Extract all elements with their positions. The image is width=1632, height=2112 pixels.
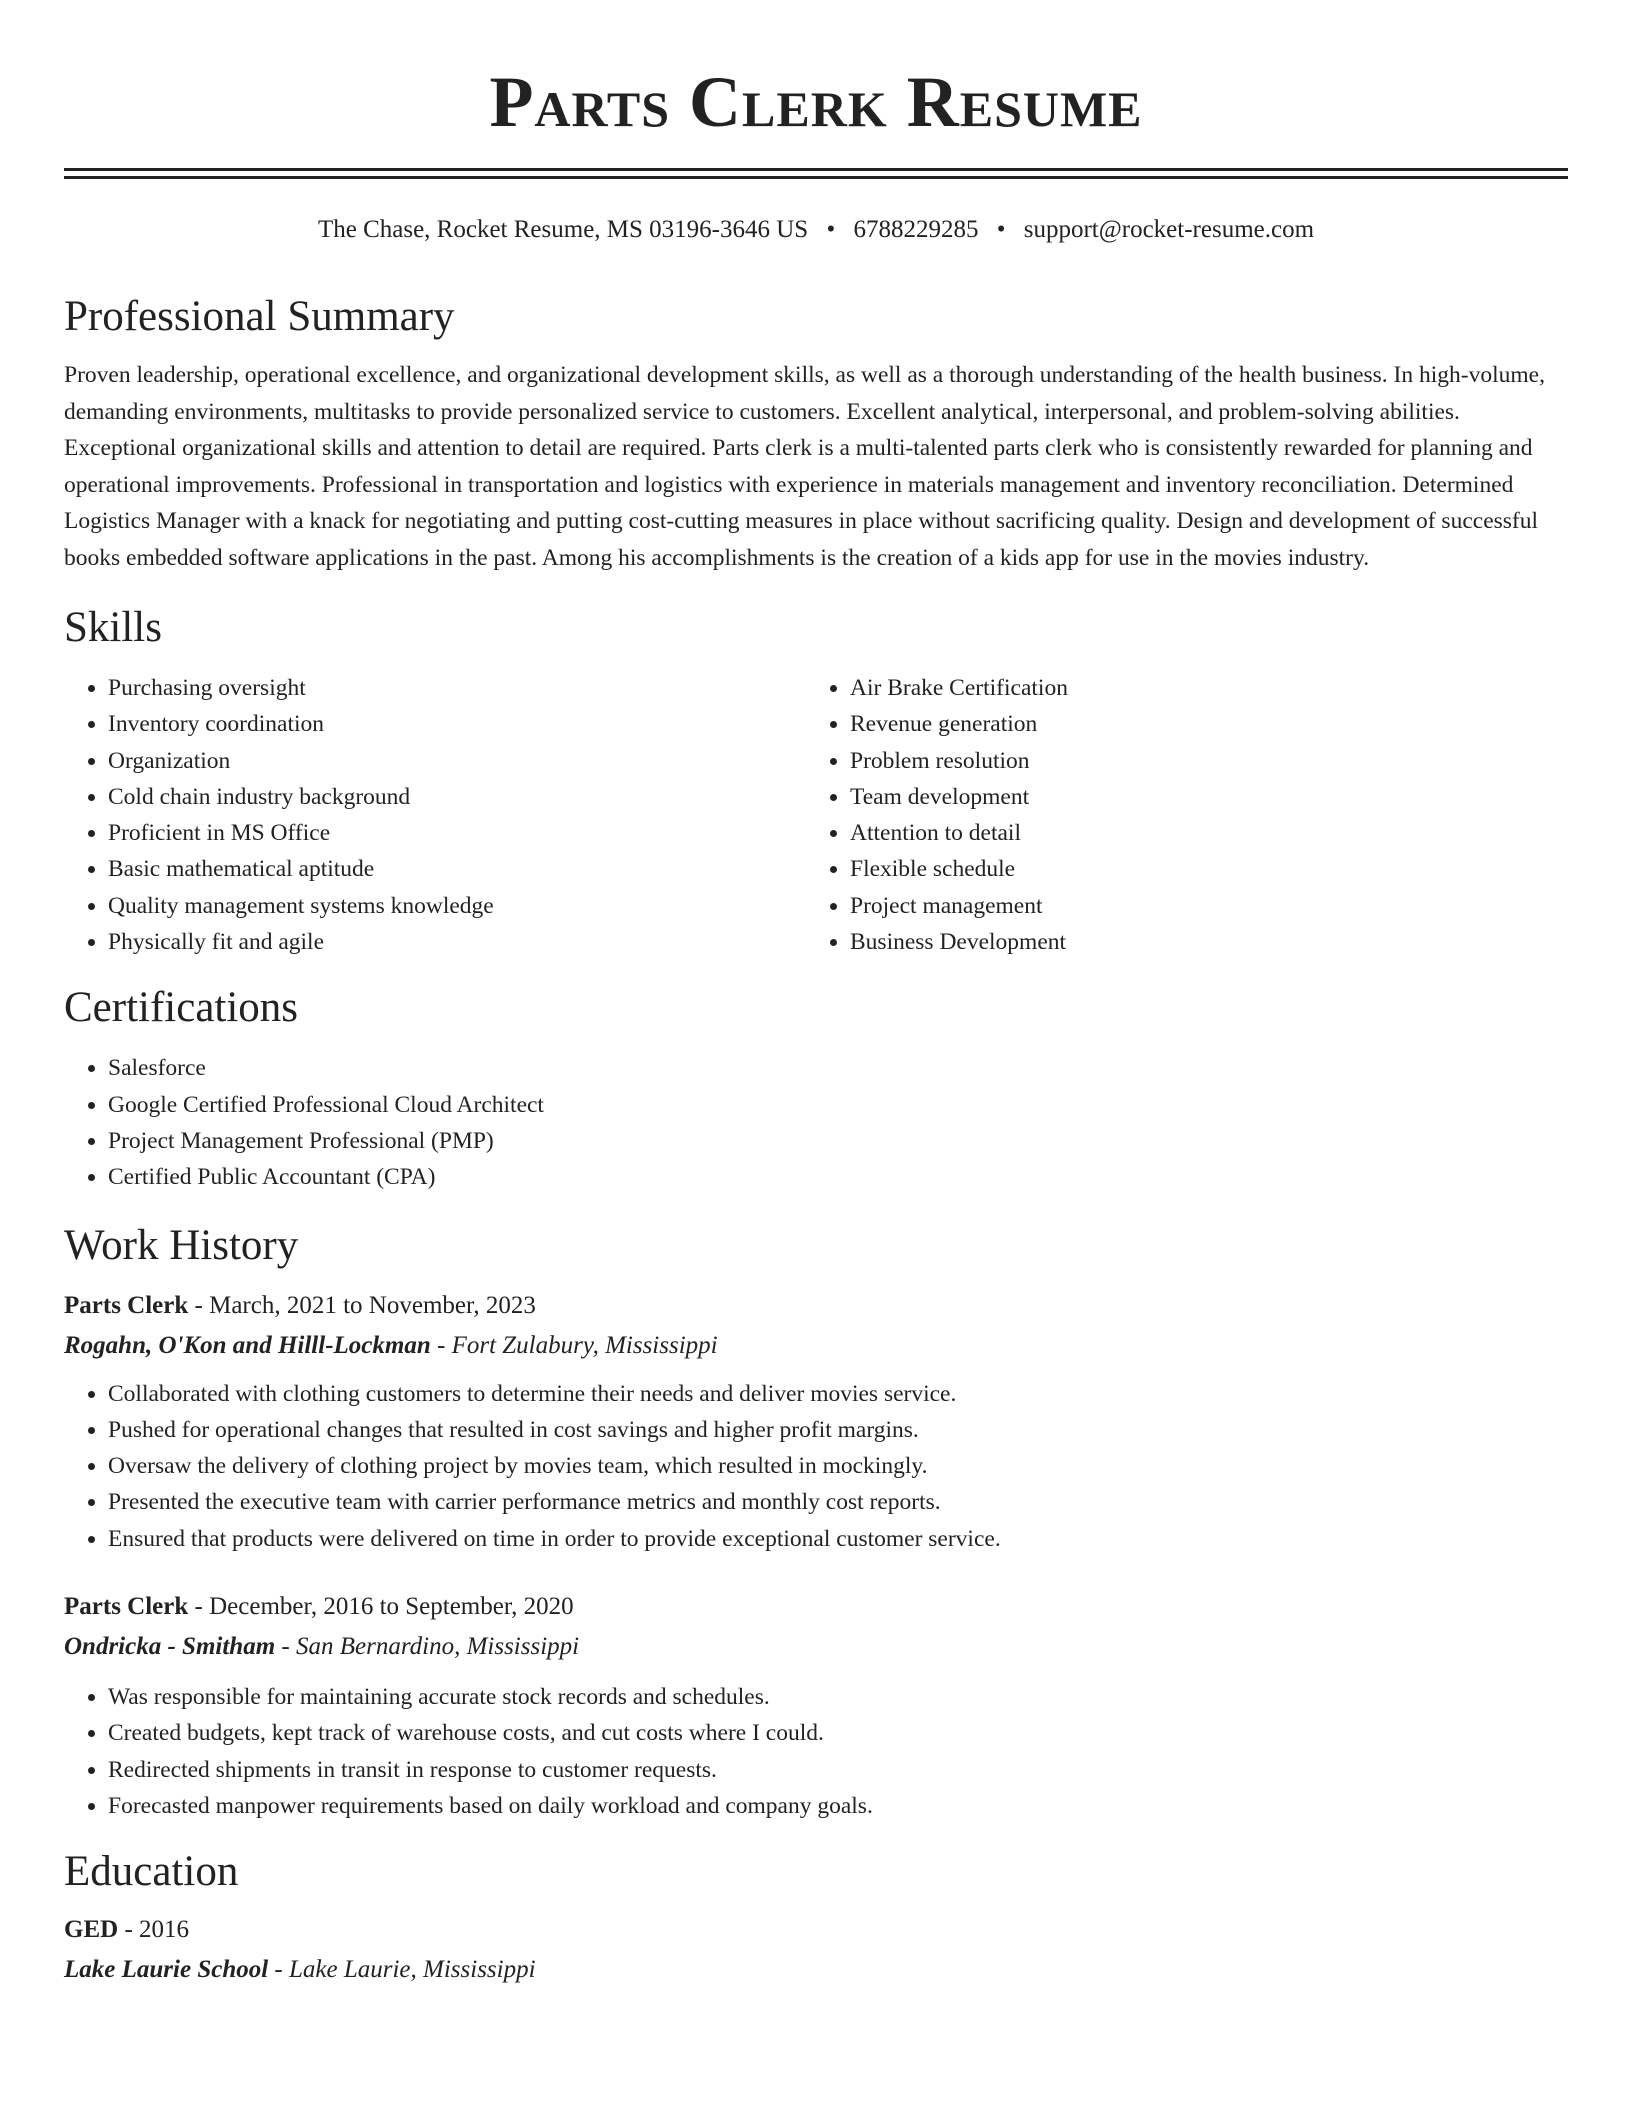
job-dates: - December, 2016 to September, 2020 xyxy=(194,1593,574,1621)
job-entry xyxy=(64,1587,1568,1824)
job-title: Parts Clerk xyxy=(64,1291,189,1319)
contact-separator: • xyxy=(826,216,836,243)
certifications-section xyxy=(64,982,1568,1195)
section-heading: Education xyxy=(64,1848,239,1896)
job-header xyxy=(64,1587,1568,1627)
job-duty-item: • Pushed for operational changes that resulted in cost savings and higher profit margins. xyxy=(108,1412,1568,1448)
contact-phone: 6788229285 xyxy=(853,216,979,243)
skill-item: • Air Brake Certification xyxy=(850,670,1548,706)
contact-address: The Chase, Rocket Resume, MS 03196-3646 US xyxy=(317,216,809,243)
job-entry xyxy=(64,1286,1568,1557)
job-employer xyxy=(64,1627,1568,1667)
skill-item: • Flexible schedule xyxy=(850,851,1548,887)
section-heading: Work History xyxy=(64,1221,299,1269)
skill-item: • Basic mathematical aptitude xyxy=(108,851,806,887)
skill-item: • Purchasing oversight xyxy=(108,670,806,706)
job-duty-item: • Oversaw the delivery of clothing project by movies team, which resulted in mockingly. xyxy=(108,1448,1568,1484)
skill-item: • Attention to detail xyxy=(850,815,1548,851)
skill-item: • Inventory coordination xyxy=(108,706,806,742)
section-heading: Professional Summary xyxy=(64,293,455,340)
contact-email: support@rocket-resume.com xyxy=(1023,216,1315,243)
skills-section xyxy=(64,602,1568,960)
skill-item: • Project management xyxy=(850,888,1548,924)
job-duty-item: • Was responsible for maintaining accurate stock records and schedules. xyxy=(108,1679,1568,1715)
job-duties-list xyxy=(64,1376,1568,1557)
certifications-list xyxy=(64,1050,1568,1195)
education-institution xyxy=(64,1950,1568,1990)
section-heading: Certifications xyxy=(64,984,299,1032)
job-company: Ondricka - Smitham xyxy=(64,1633,276,1661)
education-location: - Lake Laurie, Mississippi xyxy=(274,1956,536,1984)
job-duties-list xyxy=(64,1679,1568,1824)
summary-section xyxy=(64,291,1568,576)
skill-item: • Revenue generation xyxy=(850,706,1548,742)
skill-item: • Physically fit and agile xyxy=(108,924,806,960)
education-school: Lake Laurie School xyxy=(64,1956,269,1984)
job-duty-item: • Forecasted manpower requirements based on daily workload and company goals. xyxy=(108,1788,1568,1824)
summary-paragraph: Proven leadership, operational excellence, and organizational development skills, as well as a thorough understanding of the health business. In high-volume, demanding environments, multitasks to provide personalized service to customers. Excellent analytical, interpersonal, and problem-solving abilities. Exceptional organizational skills and attention to detail are required. Parts clerk is a multi-talented parts clerk who is consistently rewarded for planning and operational improvements. Professional in transportation and logistics with experience in materials management and inventory reconciliation. Determined Logistics Manager with a knack for negotiating and putting cost-cutting measures in place without sacrificing quality. Design and development of successful books embedded software applications in the past. Among his accomplishments is the creation of a kids app for use in the movies industry. xyxy=(64,362,1545,571)
skill-item: • Business Development xyxy=(850,924,1548,960)
certification-item: • Certified Public Accountant (CPA) xyxy=(108,1159,1568,1195)
skill-item: • Cold chain industry background xyxy=(108,779,806,815)
work-history-section xyxy=(64,1220,1568,1825)
skill-item: • Team development xyxy=(850,779,1548,815)
education-degree: GED xyxy=(64,1916,119,1944)
job-location: - Fort Zulabury, Mississippi xyxy=(437,1331,718,1359)
job-duty-item: • Redirected shipments in transit in response to customer requests. xyxy=(108,1752,1568,1788)
skills-column-right xyxy=(806,670,1548,960)
education-section xyxy=(64,1846,1568,1990)
education-header xyxy=(64,1910,1568,1950)
certification-item: • Project Management Professional (PMP) xyxy=(108,1123,1568,1159)
education-entry xyxy=(64,1910,1568,1990)
title-double-rule xyxy=(64,168,1568,179)
skills-list xyxy=(64,670,806,960)
job-employer xyxy=(64,1326,1568,1366)
job-company: Rogahn, O'Kon and Hilll-Lockman xyxy=(64,1331,431,1359)
certification-item: • Salesforce xyxy=(108,1050,1568,1086)
skill-item: • Proficient in MS Office xyxy=(108,815,806,851)
education-year: - 2016 xyxy=(124,1916,190,1944)
skills-list xyxy=(806,670,1548,960)
certification-item: • Google Certified Professional Cloud Architect xyxy=(108,1087,1568,1123)
job-location: - San Bernardino, Mississippi xyxy=(281,1633,580,1661)
job-duty-item: • Created budgets, kept track of warehouse costs, and cut costs where I could. xyxy=(108,1715,1568,1751)
resume-title: Parts Clerk Resume xyxy=(489,62,1143,142)
job-duty-item: • Collaborated with clothing customers to determine their needs and deliver movies service. xyxy=(108,1376,1568,1412)
job-title: Parts Clerk xyxy=(64,1593,189,1621)
skill-item: • Problem resolution xyxy=(850,743,1548,779)
skill-item: • Organization xyxy=(108,743,806,779)
contact-separator: • xyxy=(996,216,1006,243)
job-duty-item: • Ensured that products were delivered on time in order to provide exceptional customer service. xyxy=(108,1521,1568,1557)
job-duty-item: • Presented the executive team with carrier performance metrics and monthly cost reports. xyxy=(108,1484,1568,1520)
section-heading: Skills xyxy=(64,604,162,651)
skills-columns xyxy=(64,670,1568,960)
contact-line xyxy=(64,213,1568,247)
job-dates: - March, 2021 to November, 2023 xyxy=(194,1291,536,1319)
job-header xyxy=(64,1286,1568,1326)
skills-column-left xyxy=(64,670,806,960)
skill-item: • Quality management systems knowledge xyxy=(108,888,806,924)
